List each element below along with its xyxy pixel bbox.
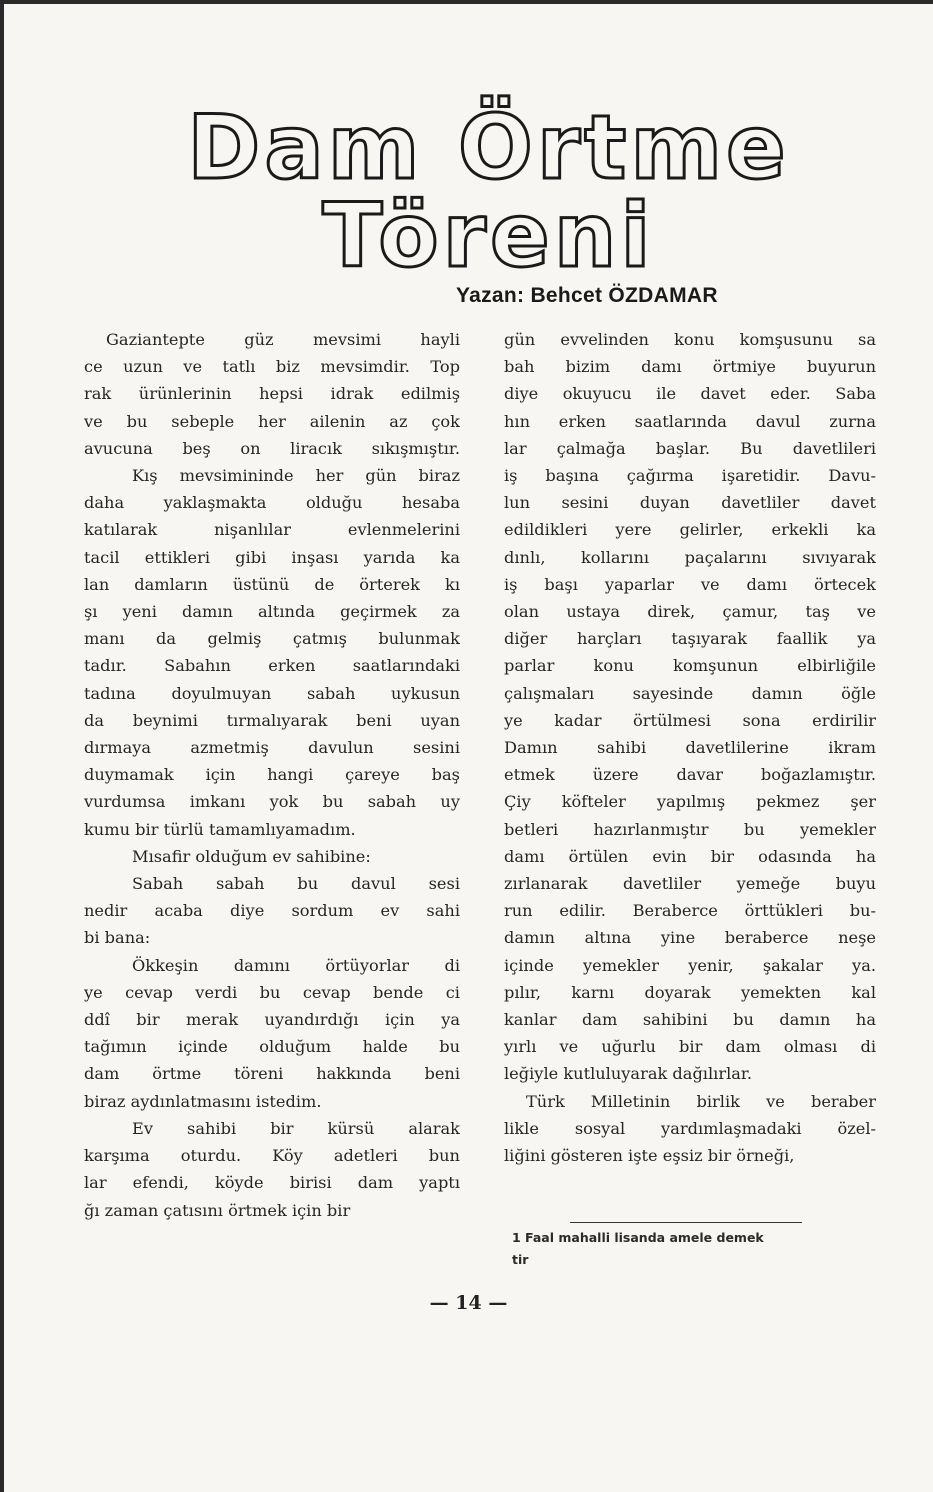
text-line: bi bana:	[84, 928, 151, 948]
text-line: dam örtme töreni hakkında beni	[84, 1064, 460, 1084]
left-column	[84, 326, 460, 1224]
text-line: nedir acaba diye sordum ev sahi	[84, 901, 460, 921]
text-line: olan ustaya direk, çamur, taş ve	[504, 602, 876, 622]
text-line: likle sosyal yardımlaşmadaki özel-	[504, 1118, 876, 1138]
text-line: zırlanarak davetliler yemeğe buyu	[504, 874, 876, 894]
text-line: betleri hazırlanmıştır bu yemekler	[504, 819, 876, 839]
text-line: kumu bir türlü tamamlıyamadım.	[84, 819, 356, 839]
page-number: — 14 —	[429, 1292, 508, 1314]
byline: Yazan: Behcet ÖZDAMAR	[456, 284, 718, 307]
right-column	[504, 326, 876, 1169]
text-line: ye cevap verdi bu cevap bende ci	[84, 982, 460, 1002]
text-line: çalışmaları sayesinde damın öğle	[504, 683, 876, 703]
text-line: manı da gelmiş çatmış bulunmak	[84, 629, 460, 649]
text-line: edildikleri yere gelirler, erkekli ka	[504, 520, 876, 540]
text-line: yırlı ve uğurlu bir dam olması di	[504, 1037, 876, 1057]
text-line: iş başına çağırma işaretidir. Davu-	[504, 466, 876, 486]
text-line: Türk Milletinin birlik ve beraber	[526, 1091, 876, 1111]
text-line: diye okuyucu ile davet eder. Saba	[504, 384, 876, 404]
text-line: dırmaya azmetmiş davulun sesini	[84, 738, 460, 758]
text-line: ddî bir merak uyandırdığı için ya	[84, 1010, 460, 1030]
text-line: pılır, karnı doyarak yemekten kal	[504, 982, 876, 1002]
text-line: kanlar dam sahibini bu damın ha	[504, 1010, 876, 1030]
title-line-1: Dam Örtme	[187, 96, 790, 199]
title-line-2: Töreni	[322, 184, 655, 287]
text-line: avucuna beş on liracık sıkışmıştır.	[84, 438, 460, 458]
text-line: hın erken saatlarında davul zurna	[504, 411, 876, 431]
text-line: duymamak için hangi çareye baş	[84, 765, 460, 785]
text-line: rak ürünlerinin hepsi idrak edilmiş	[84, 384, 460, 404]
footnote-rule	[570, 1222, 802, 1223]
text-line: Gaziantepte güz mevsimi hayli	[106, 330, 460, 349]
text-line: lar efendi, köyde birisi dam yaptı	[84, 1173, 460, 1193]
text-line: Ev sahibi bir kürsü alarak	[132, 1118, 460, 1138]
text-line: diğer harçları taşıyarak faallik ya	[504, 629, 876, 649]
text-line: Çiy köfteler yapılmış pekmez şer	[504, 792, 876, 812]
text-line: ğı zaman çatısını örtmek için bir	[84, 1200, 351, 1220]
text-line: tadına doyulmuyan sabah uykusun	[84, 683, 460, 703]
text-line: ye kadar örtülmesi sona erdirilir	[504, 710, 876, 730]
text-line: içinde yemekler yenir, şakalar ya.	[504, 955, 876, 975]
text-line: leğiyle kutluluyarak dağılırlar.	[504, 1064, 753, 1084]
text-line: katılarak nişanlılar evlenmelerini	[84, 520, 460, 540]
text-line: ce uzun ve tatlı biz mevsimdir. Top	[84, 357, 460, 377]
text-line: şı yeni damın altında geçirmek za	[84, 602, 460, 622]
text-line: liğini gösteren işte eşsiz bir örneği,	[504, 1146, 795, 1166]
text-line: Ökkeşin damını örtüyorlar di	[132, 955, 460, 975]
footnote-line: tir	[512, 1252, 529, 1267]
text-line: tadır. Sabahın erken saatlarındaki	[84, 656, 460, 676]
text-line: dınlı, kollarını paçalarını sıvıyarak	[504, 547, 876, 567]
text-line: damı örtülen evin bir odasında ha	[504, 846, 876, 866]
text-line: bah bizim damı örtmiye buyurun	[504, 357, 876, 377]
text-line: tağımın içinde olduğum halde bu	[84, 1037, 460, 1057]
text-line: gün evvelinden konu komşusunu sa	[504, 330, 876, 349]
text-line: karşıma oturdu. Köy adetleri bun	[84, 1146, 460, 1166]
text-line: vurdumsa imkanı yok bu sabah uy	[84, 792, 460, 812]
text-line: iş başı yaparlar ve damı örtecek	[504, 574, 876, 594]
text-line: Mısafir olduğum ev sahibine:	[132, 846, 371, 866]
footnote-line: 1 Faal mahalli lisanda amele demek	[512, 1230, 764, 1245]
text-line: parlar konu komşunun elbirliğile	[504, 656, 876, 676]
text-line: damın altına yine beraberce neşe	[504, 928, 876, 948]
text-line: lan damların üstünü de örterek kı	[84, 574, 460, 594]
text-line: run edilir. Beraberce örttükleri bu-	[504, 901, 876, 921]
text-line: lun sesini duyan davetliler davet	[504, 493, 876, 513]
text-line: Damın sahibi davetlilerine ikram	[504, 738, 876, 758]
text-line: Sabah sabah bu davul sesi	[132, 874, 460, 894]
text-line: Kış mevsimininde her gün biraz	[132, 466, 460, 486]
text-line: daha yaklaşmakta olduğu hesaba	[84, 493, 460, 513]
text-line: da beynimi tırmalıyarak beni uyan	[84, 710, 460, 730]
text-line: biraz aydınlatmasını istedim.	[84, 1091, 322, 1111]
text-line: tacil ettikleri gibi inşası yarıda ka	[84, 547, 460, 567]
text-line: etmek üzere davar boğazlamıştır.	[504, 765, 876, 785]
text-line: lar çalmağa başlar. Bu davetlileri	[504, 438, 876, 458]
text-line: ve bu sebeple her ailenin az çok	[84, 411, 460, 431]
footnote	[512, 1227, 876, 1271]
